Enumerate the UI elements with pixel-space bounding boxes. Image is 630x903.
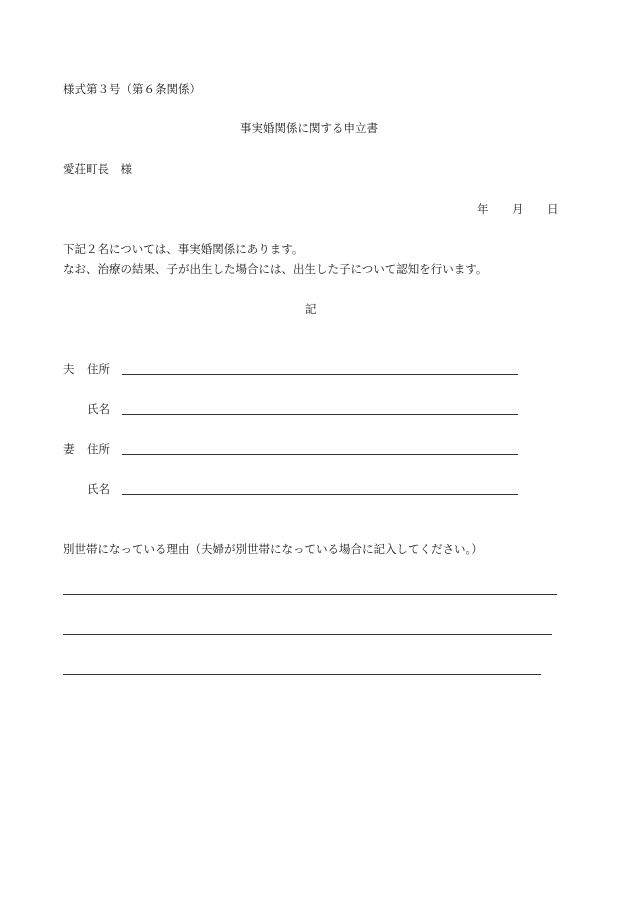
husband-address-label: 住所 (87, 362, 110, 376)
page-title: 事実婚関係に関する申立書 (240, 121, 378, 135)
wife-address-label: 住所 (87, 442, 110, 456)
addressee: 愛荘町長 様 (63, 162, 132, 176)
wife-name-label: 氏名 (87, 482, 110, 496)
wife-address-field[interactable] (122, 454, 518, 455)
wife-role-label: 妻 (63, 442, 75, 456)
form-number: 様式第３号（第６条関係） (63, 82, 201, 96)
reason-line-3[interactable] (63, 674, 541, 675)
date-year-label: 年 (477, 202, 489, 216)
date-day-label: 日 (547, 202, 559, 216)
record-heading: 記 (305, 302, 317, 316)
wife-name-field[interactable] (122, 494, 518, 495)
date-month-label: 月 (512, 202, 524, 216)
statement-line-2: なお、治療の結果、子が出生した場合には、出生した子について認知を行います。 (63, 262, 488, 276)
reason-line-2[interactable] (63, 634, 552, 635)
statement-line-1: 下記２名については、事実婚関係にあります。 (63, 242, 304, 256)
reason-line-1[interactable] (63, 594, 557, 595)
husband-address-field[interactable] (122, 374, 518, 375)
husband-name-label: 氏名 (87, 402, 110, 416)
husband-name-field[interactable] (122, 414, 518, 415)
separate-household-label: 別世帯になっている理由（夫婦が別世帯になっている場合に記入してください。） (63, 542, 483, 556)
husband-role-label: 夫 (63, 362, 75, 376)
